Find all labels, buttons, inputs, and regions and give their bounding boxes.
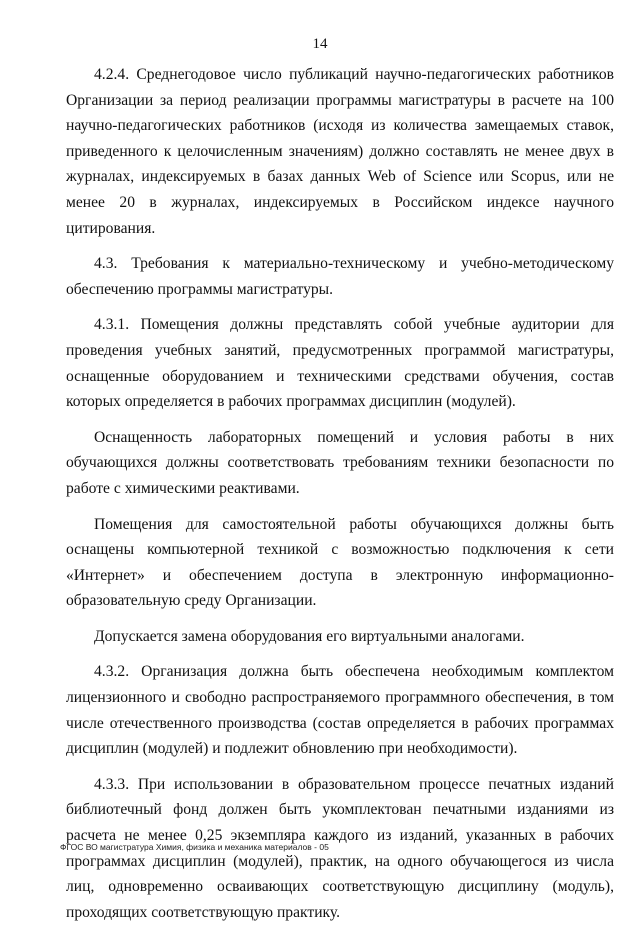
paragraph-self-study-rooms: Помещения для самостоятельной работы обучающихся должны быть оснащены компьютерной техникой с возможностью подключения к сети «Интернет» и обеспечением доступа в электронную информационно-образовательную среду Организации. (66, 515, 614, 610)
paragraph-4-3: 4.3. Требования к материально-техническому и учебно-методическому обеспечению программы магистратуры. (66, 255, 614, 298)
paragraph-lab-equipment: Оснащенность лабораторных помещений и условия работы в них обучающихся должны соответствовать требованиям техники безопасности по работе с химическими реактивами. (66, 428, 614, 497)
page-number: 14 (312, 36, 328, 52)
document-body (66, 62, 614, 925)
paragraph-4-3-2: 4.3.2. Организация должна быть обеспечена необходимым комплектом лицензионного и свободно распространяемого программного обеспечения, в том числе отечественного производства (состав определяется в рабочих программах дисциплин (модулей) и подлежит обновлению при необходимости). (66, 663, 614, 758)
paragraph-4-3-1: 4.3.1. Помещения должны представлять собой учебные аудитории для проведения учебных занятий, предусмотренных программой магистратуры, оснащенные оборудованием и техническими средствами обучения, состав которых определяется в рабочих программах дисциплин (модулей). (66, 316, 614, 411)
paragraph-virtual-analogs: Допускается замена оборудования его виртуальными аналогами. (94, 627, 525, 645)
page-footer: ФГОС ВО магистратура Химия, физика и механика материалов - 05 (60, 842, 329, 852)
paragraph-4-3-3: 4.3.3. При использовании в образовательном процессе печатных изданий библиотечный фонд должен быть укомплектован печатными изданиями из расчета не менее 0,25 экземпляра каждого из изданий, указанных в рабочих программах дисциплин (модулей), практик, на одного обучающегося из числа лиц, одновременно осваивающих соответствующую дисциплину (модуль), проходящих соответствующую практику. (66, 775, 614, 921)
paragraph-4-2-4: 4.2.4. Среднегодовое число публикаций научно-педагогических работников Организации за период реализации программы магистратуры в расчете на 100 научно-педагогических работников (исходя из количества замещаемых ставок, приведенного к целочисленным значениям) должно составлять не менее двух в журналах, индексируемых в базах данных Web of Science или Scopus, или не менее 20 в журналах, индексируемых в Российском индексе научного цитирования. (66, 66, 614, 237)
